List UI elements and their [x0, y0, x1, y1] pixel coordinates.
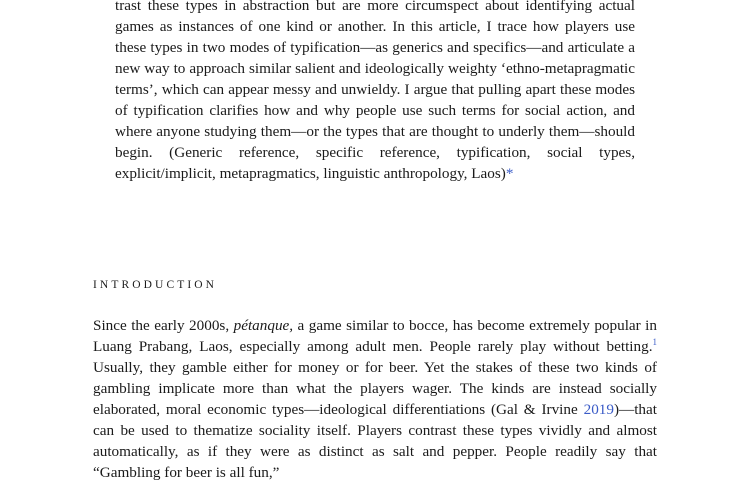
introduction-paragraph	[93, 315, 657, 483]
body-text-part4: )—that can be used to thematize sociality itself. Players contrast these types vividly and almost automatically, as if they were as distinct as salt and pepper. People readily say that “Gambling for beer is all fun,”	[93, 401, 657, 481]
body-text-part1: Since the early 2000s,	[93, 317, 234, 334]
body-text-part2: a game similar to bocce, has become extremely popular in Luang Prabang, Laos, especially among adult men. People rarely play without betting.	[93, 317, 657, 355]
footnote-link-1[interactable]: 1	[652, 336, 657, 347]
petanque-term: pétanque,	[233, 317, 294, 334]
body-text-part3: Usually, they gamble either for money or for beer. Yet the stakes of these two kinds of gambling implicate more than what the players wager. The kinds are instead socially elaborated, moral economic types—ideological differentiations (Gal & Irvine	[93, 359, 657, 418]
abstract-paragraph	[115, 0, 635, 184]
abstract-asterisk-link[interactable]: *	[505, 165, 514, 182]
citation-link-2019[interactable]: 2019	[583, 401, 614, 418]
section-heading-introduction: INTRODUCTION	[93, 279, 218, 291]
abstract-text: trast these types in abstraction but are more circumspect about identifying actual games as instances of one kind or another. In this article, I trace how players use these types in two modes of typification—as generics and specifics—and articulate a new way to approach similar salient and ideologically weighty ‘ethno-metapragmatic terms’, which can appear messy and unwieldy. I argue that pulling apart these modes of typification clarifies how and why people use such terms for social action, and where anyone studying them—or the types that are thought to underly them—should begin. (Generic reference, specific reference, typification, social types, explicit/implicit, metapragmatics, linguistic anthropology, Laos)	[115, 0, 635, 182]
